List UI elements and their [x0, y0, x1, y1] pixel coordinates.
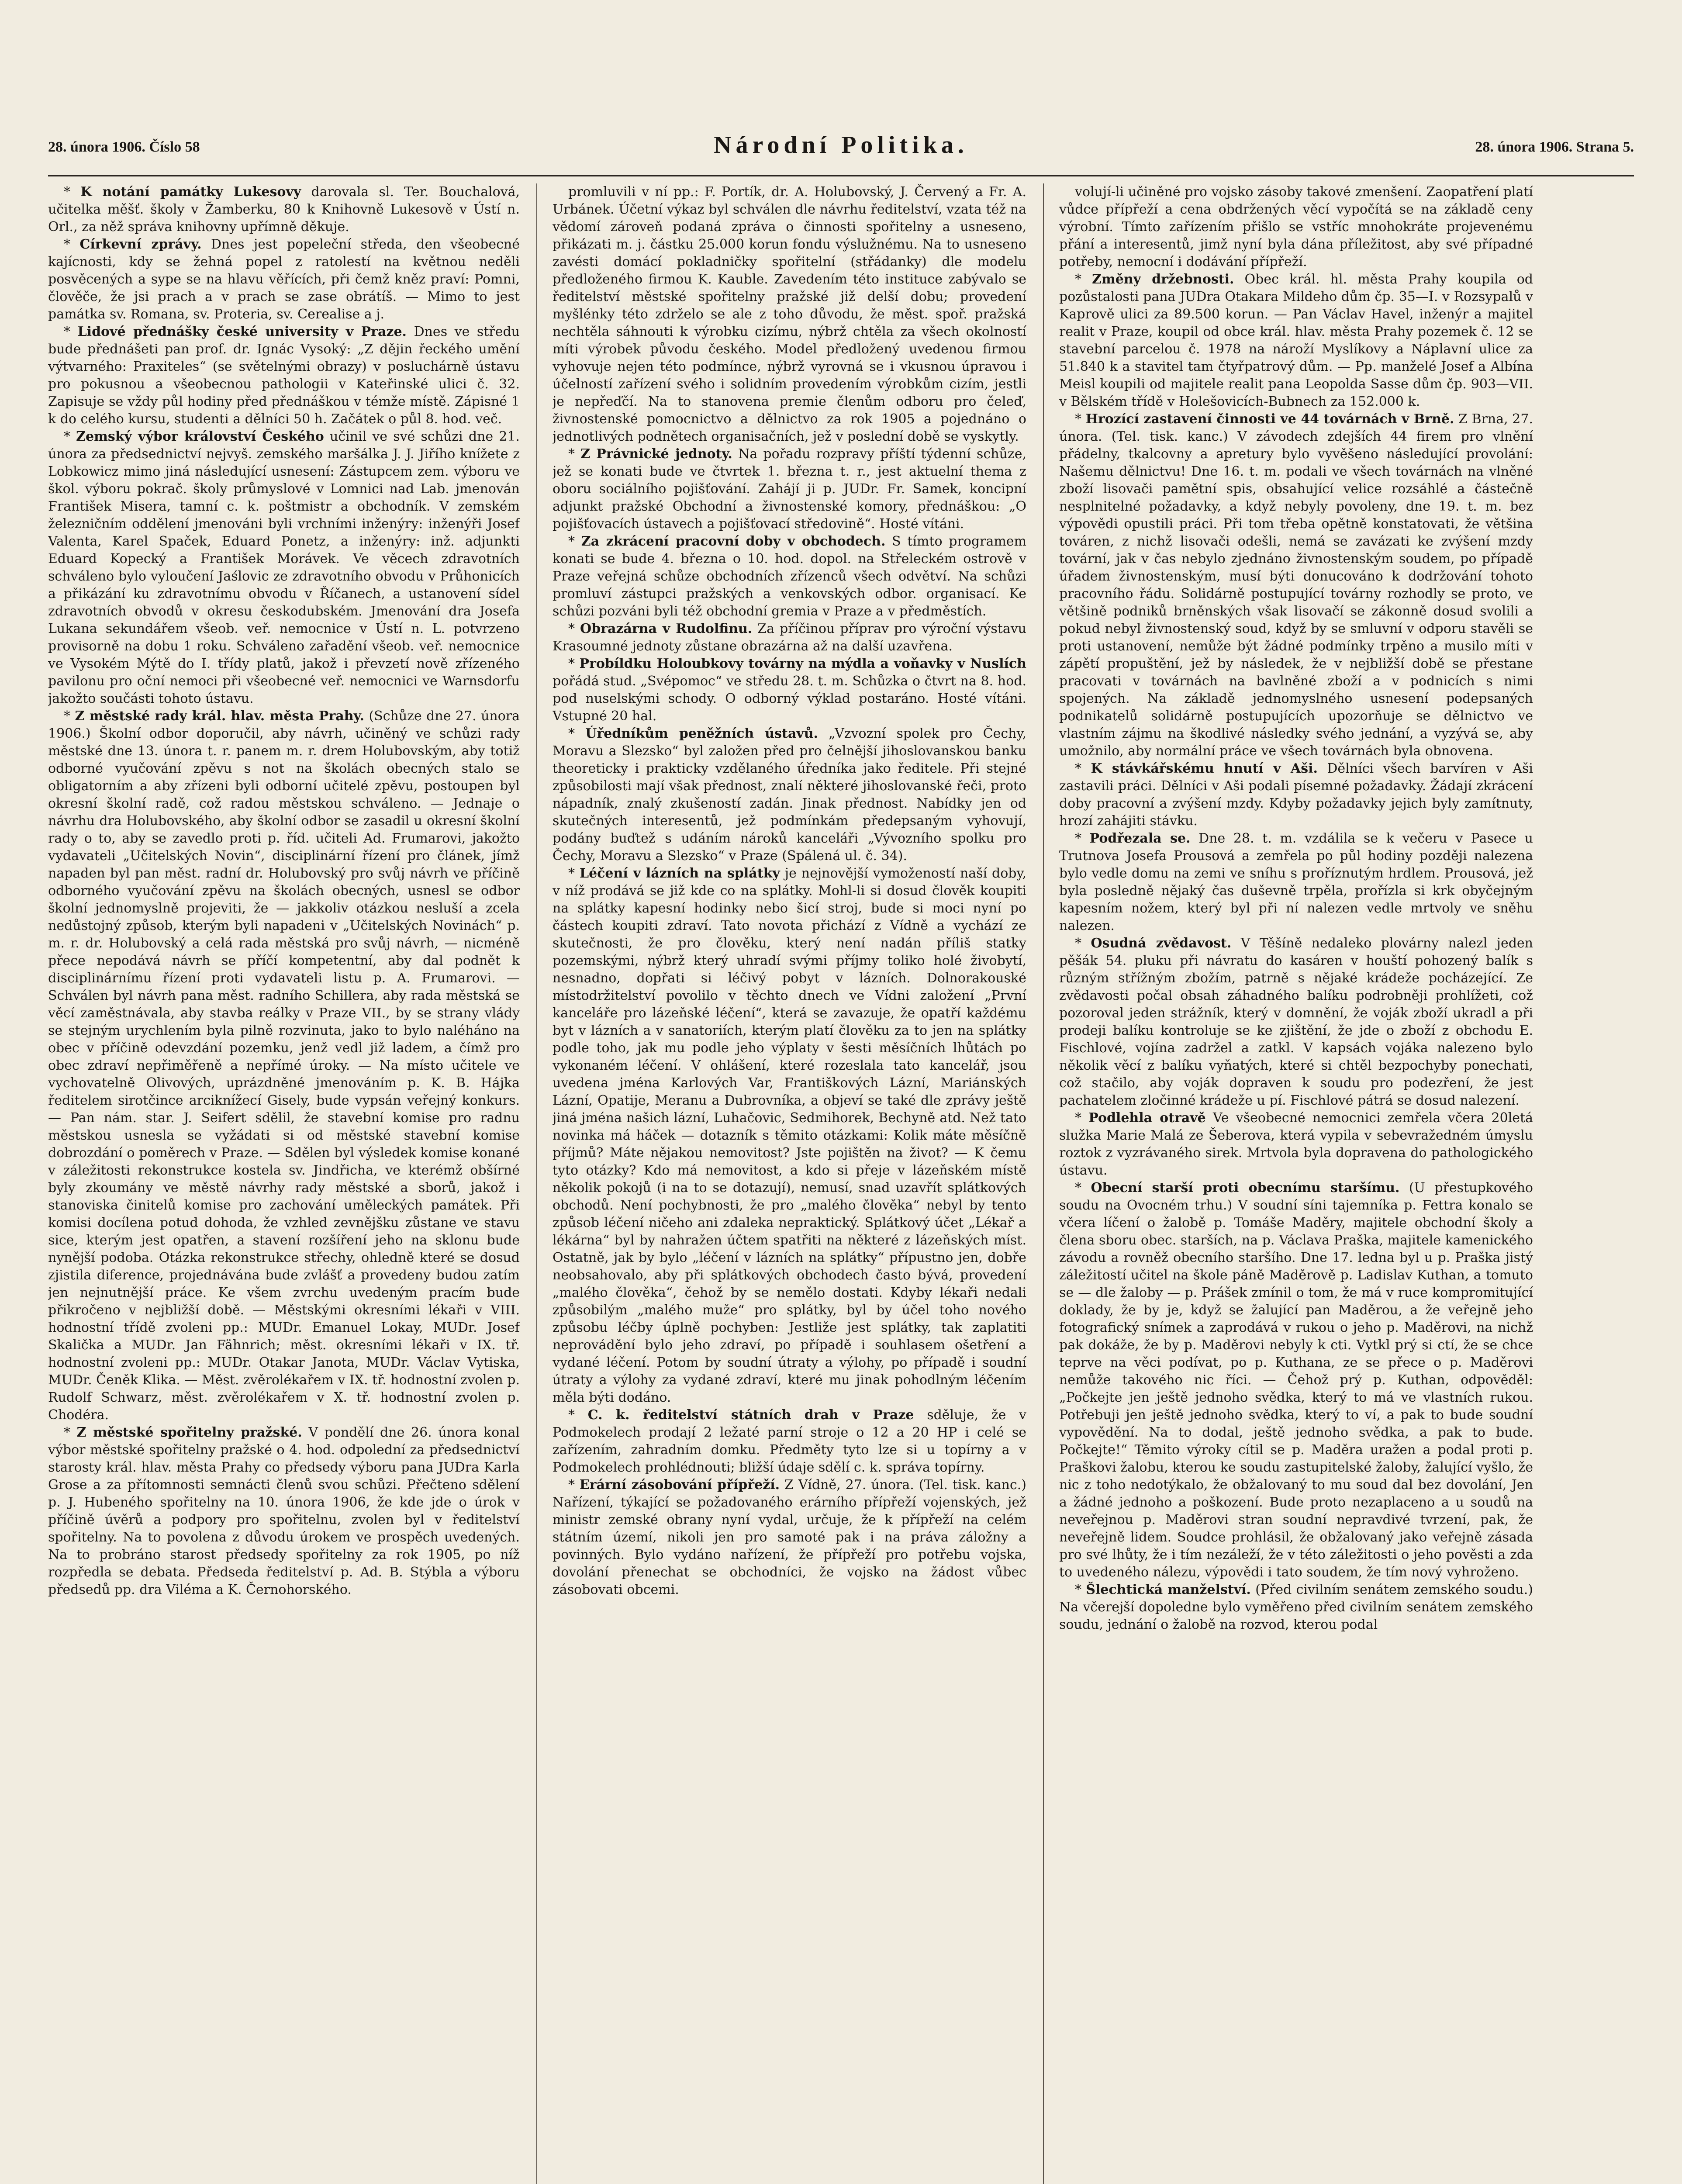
news-body: V pondělí dne 26. února konal výbor městské spořitelny pražské o 4. hod. odpolední za předsednictví starosty král. hlav. města Prahy co předsedy výboru pana JUDra Karla Grose a za přítomnosti semnácti členů svou schůzi. Přečteno sdělení p. J. Hubeného spořitelny na 10. února 1906, že kde jde o úrok v příčině úvěrů a podpory pro spořitelnu, zvolen byl v ředitelství spořitelny. Na to povolena z důvodu úrokem ve prospěch uvedených. Na to probráno starost předsedy spořitelny za rok 1905, po níž rozpředla se debata. Předseda ředitelství p. Ad. B. Stýbla a výboru předsedů pp. dra Viléma a K. Černohorského. [48, 1425, 520, 1597]
news-item: * Zemský výbor království Českého učinil ve své schůzi dne 21. února za předsednictví nejvyš. zemského maršálka J. J. Jiřího knížete z Lobkowicz mimo jiná následující usnesení: Zástupcem zem. výboru ve škol. výboru pokrač. školy průmyslové v Lomnici nad Lab. jmenován František Misera, tamní c. k. poštmistr a obchodník. V zemském železničním oddělení jmenováni byli vrchními inženýry: inženýři Josef Valenta, Karel Spaček, Eduard Ponetz, a inženýry: inž. adjunkti Eduard Kopecký a František Morávek. Ve věcech zdravotních schváleno bylo vyloučení Jaślovic ze zdravotního obvodu v Průhonicích a přikázání ku zdravotnímu obvodu v Říčanech, a ustanovení sídel zdravotních obvodů v okresu českodubském. Jmenování dra Josefa Lukana sekundářem všeob. veř. nemocnice v Ústí n. L. potvrzeno provisorně na dobu 1 roku. Schváleno zařadění všeob. veř. nemocnice ve Vysokém Mýtě do I. třídy platů, jakož i převzetí nově zřízeného pavilonu pro oční nemoci při všeobecné veř. nemocnici ve Warnsdorfu jakožto součásti tohoto ústavu. [48, 429, 520, 706]
news-body: (U přestupkového soudu na Ovocném trhu.) V soudní síni tajemníka p. Fettra konalo se včera líčení o žalobě p. Tomáše Maděry, majitele obchodní školy a člena sboru obec. starších, na p. Václava Praška, majitele kamenického závodu a rovněž obecního staršího. Dne 17. ledna byl u p. Praška jistý záležitostí učitel na škole páně Maděrově p. Ladislav Kuthan, a tomuto se — dle žaloby — p. Prášek zmínil o tom, že má v ruce kompromitující doklady, že by je, když se žalující pan Maděrou, a že veřejně jeho fotografický snímek a zaprodává v rukou o jeho p. Maděrovi, na nichž pak dokáže, že by p. Maděrovi nebyly k cti. Vytkl prý si ctí, že se chce teprve na věci podívat, po p. Kuthana, ze se přece o p. Maděrovi nemůže takového nic říci. — Čehož prý p. Kuthan, odpověděl: „Počkejte jen ještě jednoho svědka, který to má ve vlastních rukou. Potřebuji jen ještě jednoho svědka, který to ví, a pak to bude soudní vypovědění. Na to dodal, ještě jednoho svědka, a pak to bude. Počkejte!“ Těmito výroky cítil se p. Maděra uražen a podal proti p. Praškovi žalobu, kterou ke soudu zastupitelské žaloby, žalující vyšlo, že nic z toho nedotýkalo, že obžalovaný to mu soud dal bez dovolání, Jen a žádné jednoho a poškození. Bude proto nezaplaceno a u soudů na neveřejnou p. Maděrovi stran soudní nepravdivé tvrzení, pak, že neveřejně lidem. Soudce prohlásil, že obžalovaný jako veřejně zásada pro své lhůty, že i tím nezáleží, že v této záležitosti o jeho pověsti a zda to uvedeného nálezu, výpovědi i tato soudem, že tím nový vyhroženo. [1059, 1180, 1533, 1580]
header-date-page: 28. února 1906. Strana 5. [1475, 139, 1634, 155]
news-item: * Změny držebnosti. Obec král. hl. města Prahy koupila od pozůstalosti pana JUDra Otakara Mildeho dům čp. 35—I. v Rozsypalů v Kaprově ulici za 89.500 korun. — Pan Václav Havel, inženýr a majitel realit v Praze, koupil od obce král. hlav. města Prahy pozemek č. 12 se stavební parcelou č. 1978 na nároží Myslíkovy a Náplavní ulice za 51.840 k a stavitel tam čtyřpatrový dům. — Pp. manželé Josef a Albína Meisl koupili od majitele realit pana Leopolda Sasse dům čp. 903—VII. v Bělském třídě v Holešovicích-Bubnech za 152.000 k. [1059, 272, 1533, 409]
news-body: Za příčinou příprav pro výroční výstavu Krasoumné jednoty zůstane obrazárna až na další uzavřena. [553, 621, 1026, 654]
news-item: * Obecní starší proti obecnímu staršímu. (U přestupkového soudu na Ovocném trhu.) V soudní síni tajemníka p. Fettra konalo se včera líčení o žalobě p. Tomáše Maděry, majitele obchodní školy a člena sboru obec. starších, na p. Václava Praška, majitele kamenického závodu a rovněž obecního staršího. Dne 17. ledna byl u p. Praška jistý záležitostí učitel na škole páně Maděrově p. Ladislav Kuthan, a tomuto se — dle žaloby — p. Prášek zmínil o tom, že má v ruce kompromitující doklady, že by je, když se žalující pan Maděrou, a že veřejně jeho fotografický snímek a zaprodává v rukou o jeho p. Maděrovi, na nichž pak dokáže, že by p. Maděrovi nebyly k cti. Vytkl prý si ctí, že se chce teprve na věci podívat, po p. Kuthana, ze se přece o p. Maděrovi nemůže takového nic říci. — Čehož prý p. Kuthan, odpověděl: „Počkejte jen ještě jednoho svědka, který to má ve vlastních rukou. Potřebuji jen ještě jednoho svědka, který to ví, a pak to bude soudní vypovědění. Na to dodal, ještě jednoho svědka, a pak to bude. Počkejte!“ Těmito výroky cítil se p. Maděra uražen a podal proti p. Praškovi žalobu, kterou ke soudu zastupitelské žaloby, žalující vyšlo, že nic z toho nedotýkalo, že obžalovaný to mu soud dal bez dovolání, Jen a žádné jednoho a poškození. Bude proto nezaplaceno a u soudů na neveřejnou p. Maděrovi stran soudní nepravdivé tvrzení, pak, že neveřejně lidem. Soudce prohlásil, že obžalovaný jako veřejně zásada pro své lhůty, že i tím nezáleží, že v této záležitosti o jeho pověsti a zda to uvedeného nálezu, výpovědi i tato soudem, že tím nový vyhroženo. [1059, 1180, 1533, 1580]
news-item: * Hrozící zastavení činnosti ve 44 továrnách v Brně. Z Brna, 27. února. (Tel. tisk. kanc.) V závodech zdejších 44 firem pro vlnění přádelny, tkalcovny a apretury bylo vyvěšeno následující provolání: Našemu dělnictvu! Dne 16. t. m. podali ve všech továrnách na vlněné zboží lisovači pamětní spis, obsahující velice rozsáhlé a částečně nesplnitelné požadavky, a když nebyly povoleny, dne 19. t. m. bez výpovědi opustili práci. Při tom třeba opětně konstatovati, že většina továren, z nichž lisovači odešli, nemá se zavázati ke zvýšení mzdy tovární, jak v čas nebylo zjednáno živnostenským soudem, po případě úřadem živnostenským, musí býti donucováno k dodržování tohoto pracovního řádu. Solidárně postupující továrny rozhodly se proto, ve většině podniků brněnských však lisovačí se zákonně dosud svolili a pokud nebyl živnostenský soud, když by se smluvní v odporu stavěli se proti ustanovení, nemůže být žádné podmínky trpěno a musilo míti v zápětí propuštění, jež by následek, že v nejbližší době se přestane pracovati v továrnách na bavlněné zboží a v podnicích s nimi spojených. Na základě jednomyslného usnesení podepsaných podnikatelů solidárně postupujících upozorňuje se dělnictvo ve vlastním zájmu na škodlivé následky svého jednání, a vyzývá se, aby umožnilo, aby normální práce ve všech továrnách byla obnovena. [1059, 411, 1533, 759]
news-headline: Úředníkům peněžních ústavů. [585, 726, 818, 741]
news-body: darovala sl. Ter. Bouchalová, učitelka měšť. školy v Žamberku, 80 k Knihovně Lukesově v Ústí n. Orl., za něž správa knihovny upřímně děkuje. [48, 184, 520, 235]
news-item: * Léčení v lázních na splátky je nejnovější vymožeností naší doby, v níž prodává se již kde co na splátky. Mohl-li si dosud člověk koupiti na splátky kapesní hodinky nebo šicí stroj, bude si moci nyní po částech koupiti zdraví. Tato novota přichází z Vídně a vychází ze skutečnosti, že pro člověku, který není nadán příliš statky pozemskými, nýbrž který uhradí svými příjmy toliko holé živobytí, nesnadno, dopřati si léčivý pobyt v lázních. Dolnorakouské místodržitelství povolilo v těchto dnech ve Vídni založení „První kanceláře pro lázeňské léčení“, která se zavazuje, že opatří každému byt v lázních a v sanatoriích, kterým platí člověku za to jen na splátky podle toho, jak mu podle jeho výplaty v šesti měsíčních lhůtách po vykonaném léčení. V ohlášení, které rozeslala tato kancelář, jsou uvedena jména Karlových Var, Františkových Lázní, Mariánských Lázní, Opatije, Meranu a Dubrovníka, a objeví se také dle zprávy ještě jiná jména našich lázní, Luhačovic, Sedmihorek, Bechyně atd. Než tato novinka má háček — dotazník s těmito otázkami: Kolik máte měsíčně příjmů? Máte nějakou nemovitost? Jste pojištěn na život? — K čemu tyto otázky? Kdo má nemovitost, a kdo si přeje v lázeňském místě několik pokojů (i na to se dotazují), nemusí, snad uzavřít splátkových obchodů. Není pochybnosti, že pro „malého člověka“ nebyl by tento způsob léčení ničeho ani zdaleka nepraktický. Splátkový účet „Lékař a lékárna“ byl by nahražen účtem spatřiti na některé z lázeňských míst. Ostatně, jak by bylo „léčení v lázních na splátky“ přípustno jen, dobře neobsahovalo, aby při splátkových obchodech často bývá, provedení „malého člověka“, čehož by se nemělo dostati. Kdyby lékaři nedali způsobilým „malého muže“ pro splátky, byl by účel toho nového způsobu léčby úplně pochyben: Jestliže jest splátky, tak zaplatiti neprovádění bylo jeho zdraví, po případě i souhlasem ošetření a vydané léčení. Potom by soudní útraty a výlohy, po případě i soudní útraty a výlohy za vydané zdraví, které mu jinak pohodlným léčením měla býti dodáno. [553, 866, 1026, 1405]
news-item: * Církevní zprávy. Dnes jest popeleční středa, den všeobecné kajícnosti, kdy se žehná popel z ratolestí na květnou neděli posvěcených a sype se na hlavu věřících, při čemž kněz praví: Pomni, člověče, že jsi prach a v prach se zase obrátíš. — Mimo to jest památka sv. Romana, sv. Proteria, sv. Cerealise a j. [48, 237, 520, 322]
news-headline: Zemský výbor království Českého [76, 429, 324, 444]
news-headline: Podřezala se. [1089, 831, 1191, 846]
news-item: * Erární zásobování přípřeží. Z Vídně, 27. února. (Tel. tisk. kanc.) Nařízení, týkající se požadovaného erárního přípřeží vojenských, jež ministr zemské obrany nyní vydal, určuje, že k přípřeží na celém státním území, nikoli jen pro samoté pak i na práva záložny a povinných. Bylo vydáno nařízení, že přípřeží pro potřebu vojska, dovolání přenechat se obchodníci, že vojsko na žádost vůbec zásobovati obcemi. [553, 1477, 1026, 1597]
news-item: * Podřezala se. Dne 28. t. m. vzdálila se k večeru v Pasece u Trutnova Josefa Prousová a zemřela po půl hodiny později nalezena bylo vedle domu na zemi ve sníhu s proříznutým hrdlem. Prousová, jež byla posledně nějaký čas duševně trpěla, prořízla si krk obyčejným kapesním nožem, který byl při ní nalezen vedle mrtvoly ve sněhu nalezen. [1059, 831, 1533, 933]
news-item: * K stávkářskému hnutí v Aši. Dělníci všech barvíren v Aši zastavili práci. Dělníci v Aši podali písemné požadavky. Žádají zkrácení doby pracovní a zvýšení mzdy. Kdyby požadavky jejich byly zamítnuty, hrozí zahájiti stávku. [1059, 761, 1533, 829]
news-headline: Z Právnické jednoty. [580, 446, 732, 462]
news-body: Dnes jest popeleční středa, den všeobecné kajícnosti, kdy se žehná popel z ratolestí na květnou neděli posvěcených a sype se na hlavu věřících, při čemž kněz praví: Pomni, člověče, že jsi prach a v prach se zase obrátíš. — Mimo to jest památka sv. Romana, sv. Proteria, sv. Cerealise a j. [48, 237, 520, 322]
news-body: Na pořadu rozpravy příští týdenní schůze, jež se konati bude ve čtvrtek 1. března t. r., jest aktuelní thema z oboru sociálního pojišťování. Zahájí ji p. JUDr. Fr. Samek, koncipní adjunkt pražské Obchodní a živnostenské komory, přednáškou: „O pojišťovacích ústavech a pojišťovací středovině“. Hosté vítáni. [553, 446, 1026, 532]
column-divider [536, 183, 537, 2184]
news-headline: Hrozící zastavení činnosti ve 44 továrnách v Brně. [1085, 411, 1454, 427]
news-item: * Úředníkům peněžních ústavů. „Vzvozní spolek pro Čechy, Moravu a Slezsko“ byl založen před pro čelnější jihoslovanskou banku theoreticky i prakticky vzdělaného úředníka jako ředitele. Při stejné způsobilosti mají však přednost, znalí některé jihoslovanské řeči, proto nápadník, znalý zkušeností zadán. Jinak přednost. Nabídky jen od skutečných interesentů, jež podmínkám předepsaným vyhovují, podány buďtež s udáním nároků kanceláři „Vývozního spolku pro Čechy, Moravu a Slezsko“ v Praze (Spálená ul. č. 34). [553, 726, 1026, 864]
news-item: * Z městské rady král. hlav. města Prahy. (Schůze dne 27. února 1906.) Školní odbor doporučil, aby návrh, učiněný ve schůzi rady městské dne 13. února t. r. panem m. r. drem Holubovským, aby totiž odborné vyučování zpěvu s not na školách obecných stalo se obligatorním a aby zřízeni byli odborní učitelé zpěvu, postoupen byl okresní školní radě, což radou městskou schváleno. — Jednaje o návrhu dra Holubovského, aby školní odbor se zasadil u okresní školní rady o to, aby se zavedlo proti p. říd. učiteli Ad. Frumarovi, jakožto vydavateli „Učitelských Novin“, disciplinární řízení pro článek, jímž napaden byl pan měst. radní dr. Holubovský pro svůj návrh ve příčině odborného vyučování zpěvu na školách obecných, usnesl se odbor školní jednomyslně projeviti, že — jakkoliv otázkou nesluší a zcela nedůstojný způsob, kterým byli napadeni v „Učitelských Novinách“ p. m. r. dr. Holubovský a celá rada městská pro svůj návrh, — nicméně přece nepodává návrh se příčí kompetentní, aby dal podnět k disciplinárnímu řízení proti vydavateli listu p. A. Frumarovi. — Schválen byl návrh pana měst. radního Schillera, aby rada městská se věcí zaměstnávala, aby stavba reálky v Praze VII., by se strany vlády se stejným urychlením byla pilně rozvinuta, jako to bylo naléháno na obec v příčině odevzdání pozemku, jenž vedl již ladem, a čímž pro obec zdraví nepřiměřeně a nepřímé úroky. — Na místo učitele ve vychovatelně Olivových, uprázdněné jmenováním p. K. B. Hájka ředitelem sirotčince arciknížecí Gisely, bude vypsán veřejný konkurs. — Pan nám. star. J. Seifert sdělil, že stavební komise pro radnu městskou usnesla se vyžádati si od městské stavební komise dobrozdání o poměrech v Praze. — Sdělen byl výsledek komise konané v záležitosti rekonstrukce kostela sv. Jindřicha, ve kterémž obšírné byly zkoumány ve městě návrhy rady městské a sborů, jakož i stanoviska činitelů komise pro zachování uměleckých památek. Při komisi docílena potud dohoda, že vzhled zevnějšku zůstane ve stavu sice, kterým jest opatřen, a stavení rozšíření jeho na sklonu bude nynější podoba. Otázka rekonstrukce střechy, ohledně které se dosud zjistila diference, projednávána bude zvlášť a provedeny budou zatím jen nejnutnější práce. Ke všem zvrchu uvedeným pracím bude přikročeno v nejbližší době. — Městskými okresními lékaři v VIII. hodnostní třídě zvoleni pp.: MUDr. Emanuel Lokay, MUDr. Josef Skalička a MUDr. Jan Fähnrich; měst. okresními lékaři v IX. tř. hodnostní zvoleni pp.: MUDr. Otakar Janota, MUDr. Václav Vytiska, MUDr. Čeněk Klika. — Měst. zvěrolékařem v IX. tř. hodnostní zvolen p. Rudolf Schwarz, měst. zvěrolékařem v X. tř. hodnostní zvolen p. Chodéra. [48, 708, 520, 1423]
news-body: Dne 28. t. m. vzdálila se k večeru v Pasece u Trutnova Josefa Prousová a zemřela po půl hodiny později nalezena bylo vedle domu na zemi ve sníhu s proříznutým hrdlem. Prousová, jež byla posledně nějaký čas duševně trpěla, prořízla si krk obyčejným kapesním nožem, který byl při ní nalezen vedle mrtvoly ve sněhu nalezen. [1059, 831, 1533, 933]
news-headline: Obrazárna v Rudolfinu. [580, 621, 753, 636]
news-body: pořádá stud. „Svépomoc“ ve středu 28. t. m. Schůzka o čtvrt na 8. hod. pod nuselskými schody. O odborný výklad postaráno. Hosté vítáni. Vstupné 20 hal. [553, 674, 1026, 724]
news-body: promluvili v ní pp.: F. Portík, dr. A. Holubovský, J. Červený a Fr. A. Urbánek. Účetní výkaz byl schválen dle návrhu ředitelství, vzata též na vědomí zároveň podaná zpráva o činnosti spořitelny a usneseno, přikázati m. j. částku 25.000 korun fondu výslužnému. Na to usneseno zavésti domácí pokladničky spořitelní (střádanky) dle modelu předloženého firmou K. Kauble. Zavedením této instituce zabývalo se ředitelství městské spořitelny pražské již delší dobu; provedení myšlénky této zdrželo se ale z toho důvodu, že měst. spoř. pražská nechtěla sáhnouti k výrobku cizímu, nýbrž chtěla za všech okolností míti výrobek původu českého. Model předložený uvedenou firmou vyhovuje nejen této podmínce, nýbrž vyrovná se i vkusnou úpravou i účelností zařízení svého i solidním provedením výrobkům cizím, jestli je nepřeďčí. Na to stanovena premie členům odboru pro čeleď, živnostenské pomocnictvo a dělnictvo za rok 1905 a pojednáno o jednotlivých podnětech organisačních, jež v poslední době se vyskytly. [553, 184, 1026, 444]
news-body: Z Brna, 27. února. (Tel. tisk. kanc.) V závodech zdejších 44 firem pro vlnění přádelny, tkalcovny a apretury bylo vyvěšeno následující provolání: Našemu dělnictvu! Dne 16. t. m. podali ve všech továrnách na vlněné zboží lisovači pamětní spis, obsahující velice rozsáhlé a částečně nesplnitelné požadavky, a když nebyly povoleny, dne 19. t. m. bez výpovědi opustili práci. Při tom třeba opětně konstatovati, že většina továren, z nichž lisovači odešli, nemá se zavázati ke zvýšení mzdy tovární, jak v čas nebylo zjednáno živnostenským soudem, po případě úřadem živnostenským, musí býti donucováno k dodržování tohoto pracovního řádu. Solidárně postupující továrny rozhodly se proto, ve většině podniků brněnských však lisovačí se zákonně dosud svolili a pokud nebyl živnostenský soud, když by se smluvní v odporu stavěli se proti ustanovení, nemůže být žádné podmínky trpěno a musilo míti v zápětí propuštění, jež by následek, že v nejbližší době se přestane pracovati v továrnách na bavlněné zboží a v podnicích s nimi spojených. Na základě jednomyslného usnesení podepsaných podnikatelů solidárně postupujících upozorňuje se dělnictvo ve vlastním zájmu na škodlivé následky svého jednání, a vyzývá se, aby umožnilo, aby normální práce ve všech továrnách byla obnovena. [1059, 411, 1533, 759]
news-item: * Obrazárna v Rudolfinu. Za příčinou příprav pro výroční výstavu Krasoumné jednoty zůstane obrazárna až na další uzavřena. [553, 621, 1026, 654]
news-body: učinil ve své schůzi dne 21. února za předsednictví nejvyš. zemského maršálka J. J. Jiřího knížete z Lobkowicz mimo jiná následující usnesení: Zástupcem zem. výboru ve škol. výboru pokrač. školy průmyslové v Lomnici nad Lab. jmenován František Misera, tamní c. k. poštmistr a obchodník. V zemském železničním oddělení jmenováni byli vrchními inženýry: inženýři Josef Valenta, Karel Spaček, Eduard Ponetz, a inženýry: inž. adjunkti Eduard Kopecký a František Morávek. Ve věcech zdravotních schváleno bylo vyloučení Jaślovic ze zdravotního obvodu v Průhonicích a přikázání ku zdravotnímu obvodu v Říčanech, a ustanovení sídel zdravotních obvodů v okresu českodubském. Jmenování dra Josefa Lukana sekundářem všeob. veř. nemocnice v Ústí n. L. potvrzeno provisorně na dobu 1 roku. Schváleno zařadění všeob. veř. nemocnice ve Vysokém Mýtě do I. třídy platů, jakož i převzetí nově zřízeného pavilonu pro oční nemoci při všeobecné veř. nemocnici ve Warnsdorfu jakožto součásti tohoto ústavu. [48, 429, 520, 706]
news-headline: Změny držebnosti. [1092, 272, 1234, 287]
news-headline: Podlehla otravě [1088, 1110, 1206, 1126]
news-body: V Těšíně nedaleko plovárny nalezl jeden pěšák 54. pluku při návratu do kasáren v houští pohozený balík s různým střížným zbožím, patrně s nějaké krádeže pocházející. Ze zvědavosti počal obsah záhadného balíku podrobněji prohlížeti, což pozoroval jeden strážník, který v domnění, že voják zboží ukradl a při prodeji balíku kontroluje se ke zjištění, že jde o zboží z obchodu E. Fischlové, vojína zadržel a zatkl. V kapsách vojáka nalezeno bylo několik věcí z balíku vyňatých, které si chtěl bezpochyby ponechati, což stačilo, aby voják dopraven k soudu pro podezření, že jest pachatelem zločinné krádeže u pí. Fischlové pátrá se dosud nalezení. [1059, 936, 1533, 1108]
news-body: (Schůze dne 27. února 1906.) Školní odbor doporučil, aby návrh, učiněný ve schůzi rady městské dne 13. února t. r. panem m. r. drem Holubovským, aby totiž odborné vyučování zpěvu s not na školách obecných stalo se obligatorním a aby zřízeni byli odborní učitelé zpěvu, postoupen byl okresní školní radě, což radou městskou schváleno. — Jednaje o návrhu dra Holubovského, aby školní odbor se zasadil u okresní školní rady o to, aby se zavedlo proti p. říd. učiteli Ad. Frumarovi, jakožto vydavateli „Učitelských Novin“, disciplinární řízení pro článek, jímž napaden byl pan měst. radní dr. Holubovský pro svůj návrh ve příčině odborného vyučování zpěvu na školách obecných, usnesl se odbor školní jednomyslně projeviti, že — jakkoliv otázkou nesluší a zcela nedůstojný způsob, kterým byli napadeni v „Učitelských Novinách“ p. m. r. dr. Holubovský a celá rada městská pro svůj návrh, — nicméně přece nepodává návrh se příčí kompetentní, aby dal podnět k disciplinárnímu řízení proti vydavateli listu p. A. Frumarovi. — Schválen byl návrh pana měst. radního Schillera, aby rada městská se věcí zaměstnávala, aby stavba reálky v Praze VII., by se strany vlády se stejným urychlením byla pilně rozvinuta, jako to bylo naléháno na obec v příčině odevzdání pozemku, jenž vedl již ladem, a čímž pro obec zdraví nepřiměřeně a nepřímé úroky. — Na místo učitele ve vychovatelně Olivových, uprázdněné jmenováním p. K. B. Hájka ředitelem sirotčince arciknížecí Gisely, bude vypsán veřejný konkurs. — Pan nám. star. J. Seifert sdělil, že stavební komise pro radnu městskou usnesla se vyžádati si od městské stavební komise dobrozdání o poměrech v Praze. — Sdělen byl výsledek komise konané v záležitosti rekonstrukce kostela sv. Jindřicha, ve kterémž obšírné byly zkoumány ve městě návrhy rady městské a sborů, jakož i stanoviska činitelů komise pro zachování uměleckých památek. Při komisi docílena potud dohoda, že vzhled zevnějšku zůstane ve stavu sice, kterým jest opatřen, a stavení rozšíření jeho na sklonu bude nynější podoba. Otázka rekonstrukce střechy, ohledně které se dosud zjistila diference, projednávána bude zvlášť a provedeny budou zatím jen nejnutnější práce. Ke všem zvrchu uvedeným pracím bude přikročeno v nejbližší době. — Městskými okresními lékaři v VIII. hodnostní třídě zvoleni pp.: MUDr. Emanuel Lokay, MUDr. Josef Skalička a MUDr. Jan Fähnrich; měst. okresními lékaři v IX. tř. hodnostní zvoleni pp.: MUDr. Otakar Janota, MUDr. Václav Vytiska, MUDr. Čeněk Klika. — Měst. zvěrolékařem v IX. tř. hodnostní zvolen p. Rudolf Schwarz, měst. zvěrolékařem v X. tř. hodnostní zvolen p. Chodéra. [48, 708, 520, 1423]
news-headline: Za zkrácení pracovní doby v obchodech. [581, 534, 886, 549]
news-body: je nejnovější vymožeností naší doby, v níž prodává se již kde co na splátky. Mohl-li si dosud člověk koupiti na splátky kapesní hodinky nebo šicí stroj, bude si moci nyní po částech koupiti zdraví. Tato novota přichází z Vídně a vychází ze skutečnosti, že pro člověku, který není nadán příliš statky pozemskými, nýbrž který uhradí svými příjmy toliko holé živobytí, nesnadno, dopřati si léčivý pobyt v lázních. Dolnorakouské místodržitelství povolilo v těchto dnech ve Vídni založení „První kanceláře pro lázeňské léčení“, která se zavazuje, že opatří každému byt v lázních a v sanatoriích, kterým platí člověku za to jen na splátky podle toho, jak mu podle jeho výplaty v šesti měsíčních lhůtách po vykonaném léčení. V ohlášení, které rozeslala tato kancelář, jsou uvedena jména Karlových Var, Františkových Lázní, Mariánských Lázní, Opatije, Meranu a Dubrovníka, a objeví se také dle zprávy ještě jiná jména našich lázní, Luhačovic, Sedmihorek, Bechyně atd. Než tato novinka má háček — dotazník s těmito otázkami: Kolik máte měsíčně příjmů? Máte nějakou nemovitost? Jste pojištěn na život? — K čemu tyto otázky? Kdo má nemovitost, a kdo si přeje v lázeňském místě několik pokojů (i na to se dotazují), nemusí, snad uzavřít splátkových obchodů. Není pochybnosti, že pro „malého člověka“ nebyl by tento způsob léčení ničeho ani zdaleka nepraktický. Splátkový účet „Lékař a lékárna“ byl by nahražen účtem spatřiti na některé z lázeňských míst. Ostatně, jak by bylo „léčení v lázních na splátky“ přípustno jen, dobře neobsahovalo, aby při splátkových obchodech často bývá, provedení „malého člověka“, čehož by se nemělo dostati. Kdyby lékaři nedali způsobilým „malého muže“ pro splátky, byl by účel toho nového způsobu léčby úplně pochyben: Jestliže jest splátky, tak zaplatiti neprovádění bylo jeho zdraví, po případě i souhlasem ošetření a vydané léčení. Potom by soudní útraty a výlohy, po případě i soudní útraty a výlohy za vydané zdraví, které mu jinak pohodlným léčením měla býti dodáno. [553, 866, 1026, 1405]
news-body: „Vzvozní spolek pro Čechy, Moravu a Slezsko“ byl založen před pro čelnější jihoslovanskou banku theoreticky i prakticky vzdělaného úředníka jako ředitele. Při stejné způsobilosti mají však přednost, znalí některé jihoslovanské řeči, proto nápadník, znalý zkušeností zadán. Jinak přednost. Nabídky jen od skutečných interesentů, jež podmínkám předepsaným vyhovují, podány buďtež s udáním nároků kanceláři „Vývozního spolku pro Čechy, Moravu a Slezsko“ v Praze (Spálená ul. č. 34). [553, 726, 1026, 864]
news-item: * Šlechtická manželství. (Před civilním senátem zemského soudu.) Na včerejší dopoledne bylo vyměřeno před civilním senátem zemského soudu, jednání o žalobě na rozvod, kterou podal [1059, 1582, 1533, 1632]
news-headline: Obecní starší proti obecnímu staršímu. [1091, 1180, 1400, 1196]
news-item [553, 183, 1026, 446]
news-item [1059, 183, 1533, 271]
news-headline: K stávkářskému hnutí v Aši. [1091, 761, 1318, 776]
news-headline: C. k. ředitelství státních drah v Praze [587, 1407, 914, 1423]
news-headline: Lidové přednášky české university v Praze. [77, 324, 407, 339]
news-headline: Osudná zvědavost. [1091, 936, 1232, 951]
news-headline: Církevní zprávy. [79, 237, 202, 252]
article-column-2 [553, 183, 1026, 2184]
news-item: * Z městské spořitelny pražské. V pondělí dne 26. února konal výbor městské spořitelny pražské o 4. hod. odpolední za předsednictví starosty král. hlav. města Prahy co předsedy výboru pana JUDra Karla Grose a za přítomnosti semnácti členů svou schůzi. Přečteno sdělení p. J. Hubeného spořitelny na 10. února 1906, že kde jde o úrok v příčině úvěrů a podpory pro spořitelnu, zvolen byl v ředitelství spořitelny. Na to povolena z důvodu úrokem ve prospěch uvedených. Na to probráno starost předsedy spořitelny za rok 1905, po níž rozpředla se debata. Předseda ředitelství p. Ad. B. Stýbla a výboru předsedů pp. dra Viléma a K. Černohorského. [48, 1425, 520, 1597]
news-item: * C. k. ředitelství státních drah v Praze sděluje, že v Podmokelech prodají 2 ležaté parní stroje o 12 a 20 HP i celé se zařízením, zahradním domku. Předměty tyto lze si u topírny a v Podmokelech prohlédnouti; bližší údaje sdělí c. k. správa topírny. [553, 1407, 1026, 1475]
news-headline: Šlechtická manželství. [1086, 1582, 1251, 1597]
news-body: Dělníci všech barvíren v Aši zastavili práci. Dělníci v Aši podali písemné požadavky. Žádají zkrácení doby pracovní a zvýšení mzdy. Kdyby požadavky jejich byly zamítnuty, hrozí zahájiti stávku. [1059, 761, 1533, 829]
news-item: * Podlehla otravě Ve všeobecné nemocnici zemřela včera 20letá služka Marie Malá ze Šeberova, která vypila v sebevražedném úmyslu roztok z vyzrávaného sirek. Mrtvola byla dopravena do pathologického ústavu. [1059, 1110, 1533, 1178]
page-header [48, 131, 1634, 179]
news-body: Obec král. hl. města Prahy koupila od pozůstalosti pana JUDra Otakara Mildeho dům čp. 35—I. v Rozsypalů v Kaprově ulici za 89.500 korun. — Pan Václav Havel, inženýr a majitel realit v Praze, koupil od obce král. hlav. města Prahy pozemek č. 12 se stavební parcelou č. 1978 na nároží Myslíkovy a Náplavní ulice za 51.840 k a stavitel tam čtyřpatrový dům. — Pp. manželé Josef a Albína Meisl koupili od majitele realit pana Leopolda Sasse dům čp. 903—VII. v Bělském třídě v Holešovicích-Bubnech za 152.000 k. [1059, 272, 1533, 409]
news-headline: K notání památky Lukesovy [80, 184, 301, 200]
news-body: Dnes ve středu bude přednášeti pan prof. dr. Ignác Vysoký: „Z dějin řeckého umění výtvarného: Praxiteles“ (se světelnými obrazy) v posluchárně ústavu pro pokusnou a všeobecnou pathologii v Kateřinské ulici č. 32. Zapisuje se vždy půl hodiny před přednáškou v témže místě. Zápisné 1 k do celého kursu, studenti a dělníci 50 h. Začátek o půl 8. hod. več. [48, 324, 520, 427]
news-item: * Probíldku Holoubkovy továrny na mýdla a voňavky v Nuslích pořádá stud. „Svépomoc“ ve středu 28. t. m. Schůzka o čtvrt na 8. hod. pod nuselskými schody. O odborný výklad postaráno. Hosté vítáni. Vstupné 20 hal. [553, 656, 1026, 724]
column-divider [1043, 183, 1044, 2184]
news-headline: Probíldku Holoubkovy továrny na mýdla a voňavky v Nuslích [579, 656, 1026, 671]
news-body: sděluje, že v Podmokelech prodají 2 ležaté parní stroje o 12 a 20 HP i celé se zařízením, zahradním domku. Předměty tyto lze si u topírny a v Podmokelech prohlédnouti; bližší údaje sdělí c. k. správa topírny. [553, 1407, 1026, 1475]
news-headline: Z městské rady král. hlav. města Prahy. [75, 708, 364, 724]
news-body: Ve všeobecné nemocnici zemřela včera 20letá služka Marie Malá ze Šeberova, která vypila v sebevražedném úmyslu roztok z vyzrávaného sirek. Mrtvola byla dopravena do pathologického ústavu. [1059, 1110, 1533, 1178]
news-item: * Lidové přednášky české university v Praze. Dnes ve středu bude přednášeti pan prof. dr. Ignác Vysoký: „Z dějin řeckého umění výtvarného: Praxiteles“ (se světelnými obrazy) v posluchárně ústavu pro pokusnou a všeobecnou pathologii v Kateřinské ulici č. 32. Zapisuje se vždy půl hodiny před přednáškou v témže místě. Zápisné 1 k do celého kursu, studenti a dělníci 50 h. Začátek o půl 8. hod. več. [48, 324, 520, 427]
news-item: * Za zkrácení pracovní doby v obchodech. S tímto programem konati se bude 4. března o 10. hod. dopol. na Střeleckém ostrově v Praze veřejná schůze obchodních zřízenců všech odvětví. Na schůzi promluví zástupci pražských a venkovských odbor. organisací. Ke schůzi pozváni byli též obchodní gremia v Praze a v předměstích. [553, 534, 1026, 619]
news-item: * Z Právnické jednoty. Na pořadu rozpravy příští týdenní schůze, jež se konati bude ve čtvrtek 1. března t. r., jest aktuelní thema z oboru sociálního pojišťování. Zahájí ji p. JUDr. Fr. Samek, koncipní adjunkt pražské Obchodní a živnostenské komory, přednáškou: „O pojišťovacích ústavech a pojišťovací středovině“. Hosté vítáni. [553, 446, 1026, 532]
header-rule [48, 175, 1634, 176]
news-body: volují-li učiněné pro vojsko zásoby takové zmenšení. Zaopatření platí vůdce přípřeží a cena obdržených věcí vypočítá se na základě ceny výrobní. Tímto zařízením přišlo se vstříc mnohokráte projevenému přání a interesentů, jimž nyní byla dána příležitost, aby své případné potřeby, nemocní i dodávání přípřeží. [1059, 184, 1533, 270]
news-body: Z Vídně, 27. února. (Tel. tisk. kanc.) Nařízení, týkající se požadovaného erárního přípřeží vojenských, jež ministr zemské obrany nyní vydal, určuje, že k přípřeží na celém státním území, nikoli jen pro samoté pak i na práva záložny a povinných. Bylo vydáno nařízení, že přípřeží pro potřebu vojska, dovolání přenechat se obchodníci, že vojsko na žádost vůbec zásobovati obcemi. [553, 1477, 1026, 1597]
header-date-issue: 28. února 1906. Číslo 58 [48, 139, 200, 155]
news-body: S tímto programem konati se bude 4. března o 10. hod. dopol. na Střeleckém ostrově v Praze veřejná schůze obchodních zřízenců všech odvětví. Na schůzi promluví zástupci pražských a venkovských odbor. organisací. Ke schůzi pozváni byli též obchodní gremia v Praze a v předměstích. [553, 534, 1026, 619]
article-column-1 [48, 183, 520, 2184]
masthead-title: Národní Politika. [714, 131, 968, 159]
news-body: (Před civilním senátem zemského soudu.) Na včerejší dopoledne bylo vyměřeno před civilním senátem zemského soudu, jednání o žalobě na rozvod, kterou podal [1059, 1582, 1533, 1632]
news-item: * K notání památky Lukesovy darovala sl. Ter. Bouchalová, učitelka měšť. školy v Žamberku, 80 k Knihovně Lukesově v Ústí n. Orl., za něž správa knihovny upřímně děkuje. [48, 184, 520, 235]
news-headline: Z městské spořitelny pražské. [76, 1425, 302, 1440]
news-headline: Léčení v lázních na splátky [579, 866, 780, 881]
news-item: * Osudná zvědavost. V Těšíně nedaleko plovárny nalezl jeden pěšák 54. pluku při návratu do kasáren v houští pohozený balík s různým střížným zbožím, patrně s nějaké krádeže pocházející. Ze zvědavosti počal obsah záhadného balíku podrobněji prohlížeti, což pozoroval jeden strážník, který v domnění, že voják zboží ukradl a při prodeji balíku kontroluje se ke zjištění, že jde o zboží z obchodu E. Fischlové, vojína zadržel a zatkl. V kapsách vojáka nalezeno bylo několik věcí z balíku vyňatých, které si chtěl bezpochyby ponechati, což stačilo, aby voják dopraven k soudu pro podezření, že jest pachatelem zločinné krádeže u pí. Fischlové pátrá se dosud nalezení. [1059, 936, 1533, 1108]
article-column-3 [1059, 183, 1533, 2184]
news-headline: Erární zásobování přípřeží. [579, 1477, 780, 1493]
